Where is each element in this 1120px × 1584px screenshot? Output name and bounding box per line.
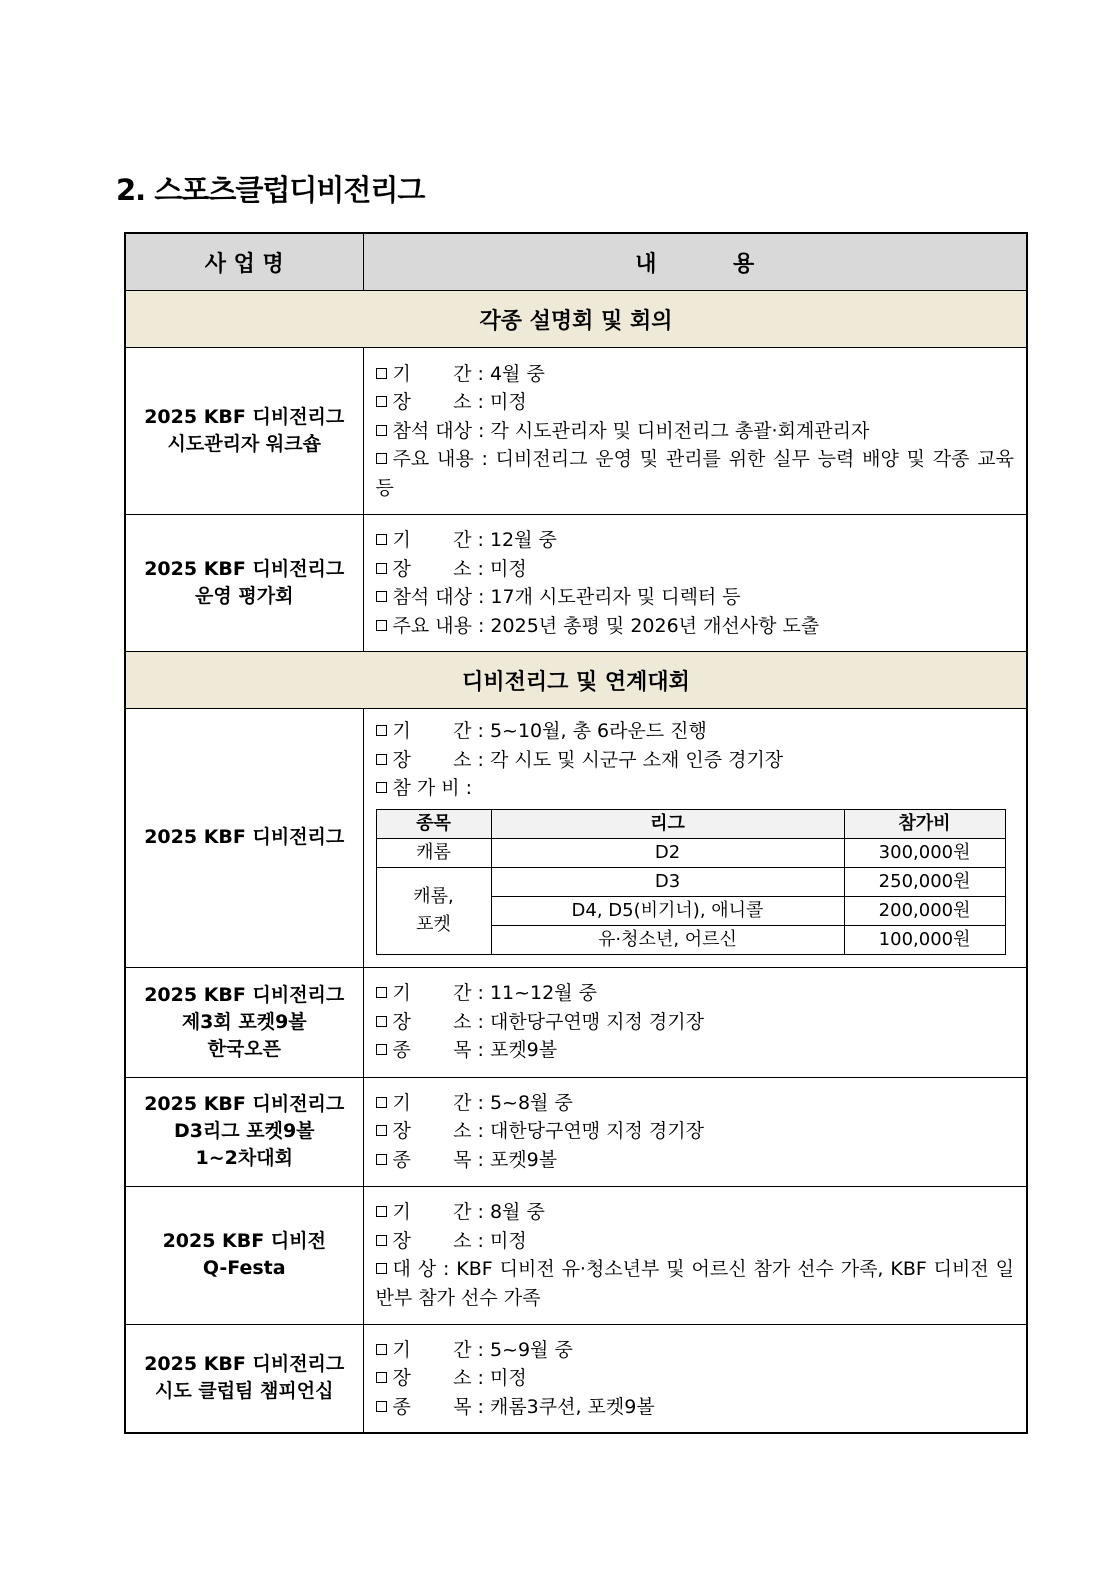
- detail-line: 기 간 : 5~8월 중: [376, 1089, 1015, 1118]
- table-row: [125, 348, 1027, 515]
- fee-amount: 100,000원: [844, 925, 1005, 954]
- detail-line: 장 소 : 각 시도 및 시군구 소재 인증 경기장: [376, 746, 1015, 775]
- checkbox-bullet-icon: [376, 1125, 387, 1136]
- checkbox-bullet-icon: [376, 725, 387, 736]
- detail-line: 기 간 : 8월 중: [376, 1198, 1015, 1227]
- checkbox-bullet-icon: [376, 987, 387, 998]
- checkbox-bullet-icon: [376, 425, 387, 436]
- detail-line: 기 간 : 4월 중: [376, 360, 1015, 389]
- detail-line: 기 간 : 11~12월 중: [376, 979, 1015, 1008]
- detail-line: 참석 대상 : 17개 시도관리자 및 디렉터 등: [376, 583, 1015, 612]
- detail-line: 종 목 : 포켓9볼: [376, 1036, 1015, 1065]
- section-header: [125, 291, 1027, 348]
- fee-table-header: [376, 809, 1005, 838]
- program-name: 2025 KBF 디비전 Q-Festa: [125, 1186, 363, 1324]
- detail-line: 장 소 : 미정: [376, 388, 1015, 417]
- program-content: [363, 348, 1027, 515]
- header-content: 내 용: [363, 233, 1027, 291]
- section-title: 디비전리그 및 연계대회: [125, 652, 1027, 709]
- section-header: [125, 652, 1027, 709]
- detail-line: 장 소 : 대한당구연맹 지정 경기장: [376, 1008, 1015, 1037]
- checkbox-bullet-icon: [376, 534, 387, 545]
- detail-line: 종 목 : 캐롬3쿠션, 포켓9볼: [376, 1393, 1015, 1422]
- program-table: [124, 232, 1028, 1434]
- checkbox-bullet-icon: [376, 1097, 387, 1108]
- checkbox-bullet-icon: [376, 396, 387, 407]
- checkbox-bullet-icon: [376, 754, 387, 765]
- detail-line: 기 간 : 12월 중: [376, 526, 1015, 555]
- program-content: [363, 1324, 1027, 1433]
- checkbox-bullet-icon: [376, 1372, 387, 1383]
- table-row: [125, 967, 1027, 1077]
- program-content: [363, 709, 1027, 968]
- table-row: [125, 1324, 1027, 1433]
- checkbox-bullet-icon: [376, 1263, 387, 1274]
- program-content: [363, 1077, 1027, 1186]
- fee-row: [376, 838, 1005, 867]
- program-name: 2025 KBF 디비전리그 제3회 포켓9볼 한국오픈: [125, 967, 363, 1077]
- detail-line: 주요 내용 : 2025년 총평 및 2026년 개선사항 도출: [376, 612, 1015, 641]
- table-row: [125, 1186, 1027, 1324]
- fee-event: 캐롬, 포켓: [376, 867, 491, 954]
- detail-line: 장 소 : 대한당구연맹 지정 경기장: [376, 1117, 1015, 1146]
- table-row: [125, 1077, 1027, 1186]
- checkbox-bullet-icon: [376, 591, 387, 602]
- fee-league: D4, D5(비기너), 애니콜: [491, 896, 844, 925]
- checkbox-bullet-icon: [376, 1344, 387, 1355]
- detail-line: 참석 대상 : 각 시도관리자 및 디비전리그 총괄·회계관리자: [376, 417, 1015, 446]
- fee-header-event: 종목: [376, 809, 491, 838]
- program-content: [363, 967, 1027, 1077]
- fee-amount: 300,000원: [844, 838, 1005, 867]
- table-header: [125, 233, 1027, 291]
- fee-amount: 250,000원: [844, 867, 1005, 896]
- checkbox-bullet-icon: [376, 1016, 387, 1027]
- checkbox-bullet-icon: [376, 1044, 387, 1055]
- detail-line: 종 목 : 포켓9볼: [376, 1146, 1015, 1175]
- program-content: [363, 515, 1027, 652]
- table-row: [125, 515, 1027, 652]
- checkbox-bullet-icon: [376, 620, 387, 631]
- fee-amount: 200,000원: [844, 896, 1005, 925]
- program-name: 2025 KBF 디비전리그 운영 평가회: [125, 515, 363, 652]
- detail-line: 주요 내용 : 디비전리그 운영 및 관리를 위한 실무 능력 배양 및 각종 교육 등: [375, 448, 1014, 499]
- checkbox-bullet-icon: [376, 1154, 387, 1165]
- checkbox-bullet-icon: [376, 453, 387, 464]
- program-content: [363, 1186, 1027, 1324]
- checkbox-bullet-icon: [376, 563, 387, 574]
- header-program-name: 사 업 명: [125, 233, 363, 291]
- detail-line: 기 간 : 5~10월, 총 6라운드 진행: [376, 717, 1015, 746]
- checkbox-bullet-icon: [376, 1235, 387, 1246]
- checkbox-bullet-icon: [376, 782, 387, 793]
- detail-line: 장 소 : 미정: [376, 1227, 1015, 1256]
- fee-header-league: 리그: [491, 809, 844, 838]
- program-name: 2025 KBF 디비전리그: [125, 709, 363, 968]
- fee-league: 유·청소년, 어르신: [491, 925, 844, 954]
- program-name: 2025 KBF 디비전리그 D3리그 포켓9볼 1~2차대회: [125, 1077, 363, 1186]
- detail-line: 대 상 : KBF 디비전 유·청소년부 및 어르신 참가 선수 가족, KBF 디비전 일반부 참가 선수 가족: [375, 1258, 1014, 1309]
- checkbox-bullet-icon: [376, 1401, 387, 1412]
- fee-league: D3: [491, 867, 844, 896]
- fee-league: D2: [491, 838, 844, 867]
- program-name: 2025 KBF 디비전리그 시도 클럽팀 챔피언십: [125, 1324, 363, 1433]
- checkbox-bullet-icon: [376, 1206, 387, 1217]
- detail-line: 기 간 : 5~9월 중: [376, 1336, 1015, 1365]
- section-title: 각종 설명회 및 회의: [125, 291, 1027, 348]
- table-row: [125, 709, 1027, 968]
- fee-event: 캐롬: [376, 838, 491, 867]
- detail-line: 장 소 : 미정: [376, 555, 1015, 584]
- fee-table: [376, 809, 1006, 955]
- checkbox-bullet-icon: [376, 368, 387, 379]
- program-name: 2025 KBF 디비전리그 시도관리자 워크숍: [125, 348, 363, 515]
- detail-line: 장 소 : 미정: [376, 1364, 1015, 1393]
- detail-line: 참 가 비 :: [376, 774, 1015, 803]
- page-title: 2. 스포츠클럽디비전리그: [116, 173, 425, 207]
- fee-header-fee: 참가비: [844, 809, 1005, 838]
- fee-row: [376, 867, 1005, 896]
